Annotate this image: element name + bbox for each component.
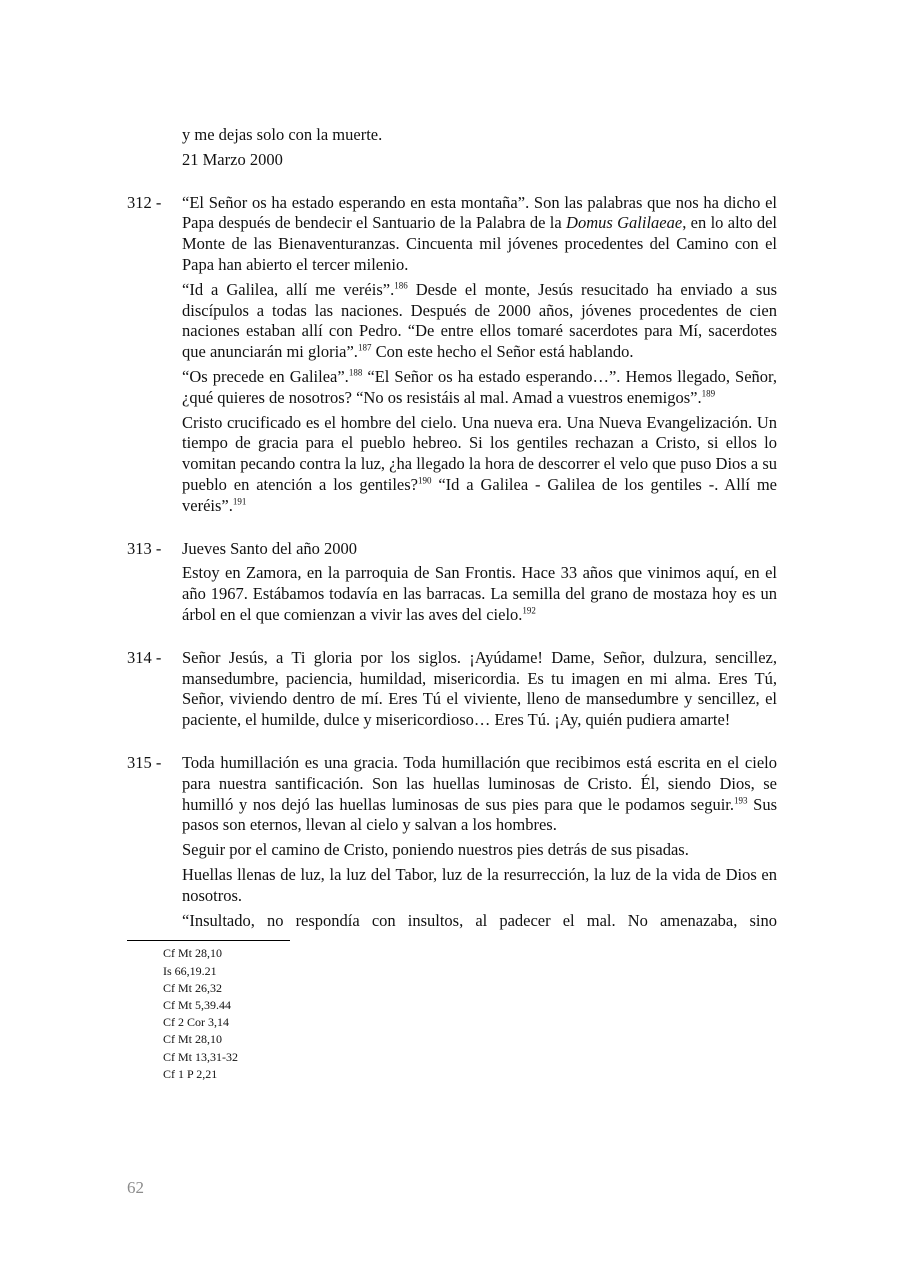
- entry-body: [182, 539, 777, 626]
- paragraph: “Insultado, no respondía con insultos, al padecer el mal. No amenazaba, sino: [182, 910, 777, 930]
- entry: [127, 648, 777, 731]
- entry-number: 314 -: [127, 647, 162, 667]
- footnote-item: Cf Mt 13,31-32: [163, 1049, 238, 1064]
- paragraph: Seguir por el camino de Cristo, poniendo nuestros pies detrás de sus pisadas.: [182, 840, 689, 860]
- footnotes-list: [127, 945, 777, 1083]
- entries-container: [127, 125, 777, 931]
- footnote-item: Cf Mt 28,10: [163, 946, 223, 961]
- footnote-marker: 188: [348, 367, 363, 378]
- entry-body: [182, 193, 777, 517]
- footnote-marker: 187: [357, 342, 372, 353]
- footnote-item: Cf Mt 28,10: [163, 1032, 223, 1047]
- footnote-item: Is 66,19.21: [163, 963, 217, 978]
- entry: [127, 753, 777, 931]
- paragraph: 21 Marzo 2000: [182, 149, 283, 169]
- paragraph: Cristo crucificado es el hombre del cielo. Una nueva era. Una Nueva Evangelización. Un tiempo de gracia para el pueblo hebreo. Si los gentiles rechazan a Cristo, si ellos lo vomitan pecando contra la luz, ¿ha llegado la hora de descorrer el velo que puso Dios a su pueblo en atención a los gentiles?$^{190}$ “Id a Galilea - Galilea de los gentiles -. Allí me veréis”.$^{191}$: [182, 412, 777, 515]
- paragraph: Toda humillación es una gracia. Toda humillación que recibimos está escrita en el cielo para nuestra santificación. Son las huellas luminosas de Cristo. Él, siendo Dios, se humilló y nos dejó las huellas luminosas de sus pies para que le podamos seguir.$^{193}$ Sus pasos son eternos, llevan al cielo y salvan a los hombres.: [182, 752, 777, 835]
- entry-body: [182, 125, 777, 171]
- paragraph: Huellas llenas de luz, la luz del Tabor, luz de la resurrección, la luz de la vida de Dios en nosotros.: [182, 864, 777, 905]
- entry: [127, 193, 777, 517]
- footnote-separator: [127, 940, 290, 941]
- page-number: 62: [127, 1178, 144, 1197]
- entry-number: [127, 125, 182, 171]
- paragraph: Jueves Santo del año 2000: [182, 538, 358, 558]
- italic-text: Domus Galilaeae: [566, 213, 683, 233]
- footnote-item: Cf Mt 26,32: [163, 980, 223, 995]
- footnote-marker: 192: [522, 605, 536, 616]
- footnote-item: Cf 1 P 2,21: [163, 1066, 218, 1081]
- entry: [127, 125, 777, 171]
- entry: [127, 539, 777, 626]
- entry-number: 312 -: [127, 192, 162, 212]
- paragraph: “Id a Galilea, allí me veréis”.$^{186}$ Desde el monte, Jesús resucitado ha enviado a sus discípulos a todas las naciones. Después de 2000 años, jóvenes procedentes de cien naciones estaban allí con Pedro. “De entre ellos tomaré sacerdotes para Mí, sacerdotes que anunciarán mi gloria”.$^{187}$ Con este hecho el Señor está hablando.: [182, 279, 777, 362]
- footnote-marker: 190: [417, 475, 432, 486]
- footnote-item: Cf 2 Cor 3,14: [163, 1015, 229, 1030]
- paragraph: “Os precede en Galilea”.$^{188}$ “El Señor os ha estado esperando…”. Hemos llegado, Señor, ¿qué quieres de nosotros? “No os resistáis al mal. Amad a vuestros enemigos”.$^{189}$: [182, 366, 777, 407]
- footnote-item: Cf Mt 5,39.44: [163, 997, 232, 1012]
- footnote-marker: 186: [394, 280, 408, 291]
- text-block: [127, 125, 777, 1083]
- footnote-marker: 191: [232, 496, 247, 507]
- entry-number: 315 -: [127, 752, 162, 772]
- entry-number: 313 -: [127, 538, 162, 558]
- paragraph: y me dejas solo con la muerte.: [182, 125, 383, 144]
- paragraph: “El Señor os ha estado esperando en esta montaña”. Son las palabras que nos ha dicho el Papa después de bendecir el Santuario de la Palabra de la Domus Galilaeae, en lo alto del Monte de las Bienaventuranzas. Cincuenta mil jóvenes procedentes del Camino con el Papa han abierto el tercer milenio.: [182, 192, 777, 274]
- footnote-marker: 193: [734, 795, 748, 806]
- entry-body: [182, 648, 777, 731]
- footnote-marker: 189: [701, 388, 716, 399]
- paragraph: Señor Jesús, a Ti gloria por los siglos. ¡Ayúdame! Dame, Señor, dulzura, sencillez, mansedumbre, paciencia, humildad, misericordia. Es tu imagen en mi alma. Eres Tú, Señor, viviendo dentro de mí. Eres Tú el viviente, lleno de mansedumbre y sencillez, el paciente, el humilde, dulce y misericordioso… Eres Tú. ¡Ay, quién pudiera amarte!: [182, 647, 777, 730]
- entry-body: [182, 753, 777, 931]
- paragraph: Estoy en Zamora, en la parroquia de San Frontis. Hace 33 años que vinimos aquí, en el año 1967. Estábamos todavía en las barracas. La semilla del grano de mostaza hoy es un árbol en el que comienzan a vivir las aves del cielo.$^{192}$: [182, 563, 777, 624]
